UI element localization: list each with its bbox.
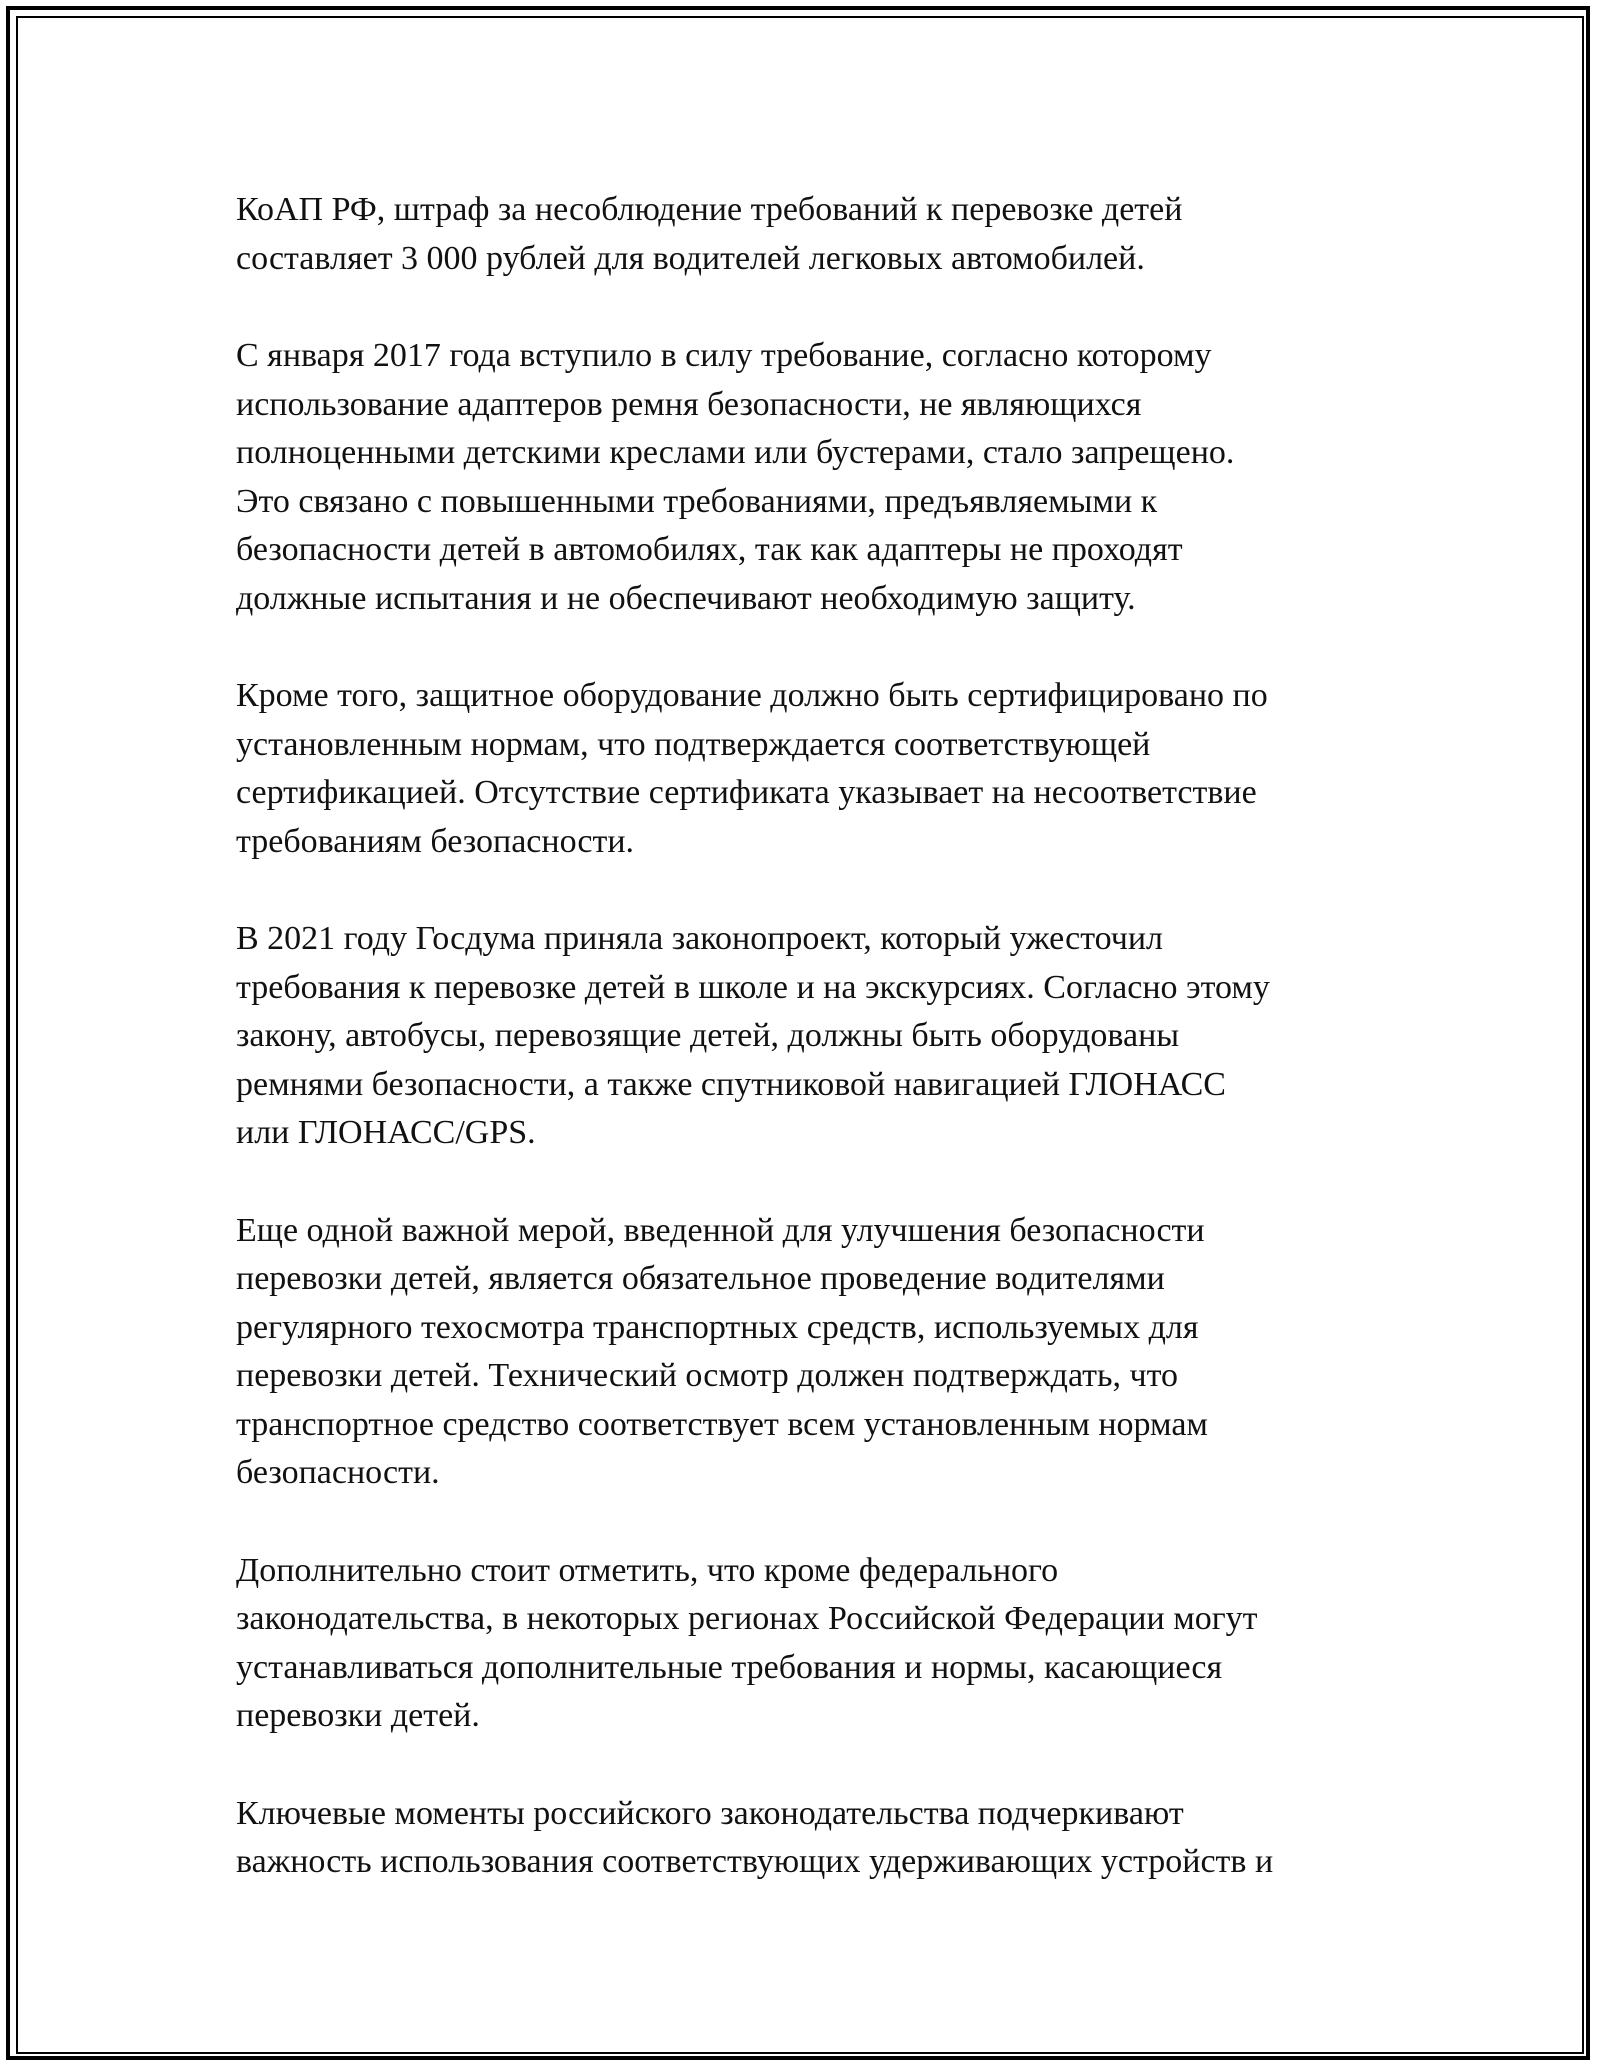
paragraph-regional-rules: Дополнительно стоит отметить, что кроме федерального законодательства, в некоторых регионах Российской Федерации могут устанавливаться дополнительные требования и нормы, касающиеся перевозки детей. xyxy=(236,1551,1258,1734)
paragraph-key-points: Ключевые моменты российского законодательства подчеркивают важность использования соответствующих удерживающих устройств и xyxy=(236,1794,1274,1880)
paragraph-fine: КоАП РФ, штраф за несоблюдение требований к перевозке детей составляет 3 000 рублей для водителей легковых автомобилей. xyxy=(236,191,1183,277)
paragraph-certification: Кроме того, защитное оборудование должно быть сертифицировано по установленным нормам, что подтверждается соответствующей сертификацией. Отсутствие сертификата указывает на несоответствие требованиям безопасности. xyxy=(236,677,1268,860)
document-body xyxy=(236,186,1376,1936)
paragraph-2021-law: В 2021 году Госдума приняла законопроект, который ужесточил требования к перевозке детей в школе и на экскурсиях. Согласно этому закону, автобусы, перевозящие детей, должны быть оборудованы ремнями безопасности, а также спутниковой навигацией ГЛОНАСС или ГЛОНАСС/GPS. xyxy=(236,920,1270,1151)
paragraph-inspection: Еще одной важной мерой, введенной для улучшения безопасности перевозки детей, является обязательное проведение водителями регулярного техосмотра транспортных средств, используемых для перевозки детей. Технический осмотр должен подтверждать, что транспортное средство соответствует всем установленным нормам безопасности. xyxy=(236,1211,1208,1491)
paragraph-adapters-ban: С января 2017 года вступило в силу требование, согласно которому использование адаптеров ремня безопасности, не являющихся полноценными детскими креслами или бустерами, стало запрещено. Это связано с повышенными требованиями, предъявляемыми к безопасности детей в автомобилях, так как адаптеры не проходят должные испытания и не обеспечивают необходимую защиту. xyxy=(236,337,1235,617)
